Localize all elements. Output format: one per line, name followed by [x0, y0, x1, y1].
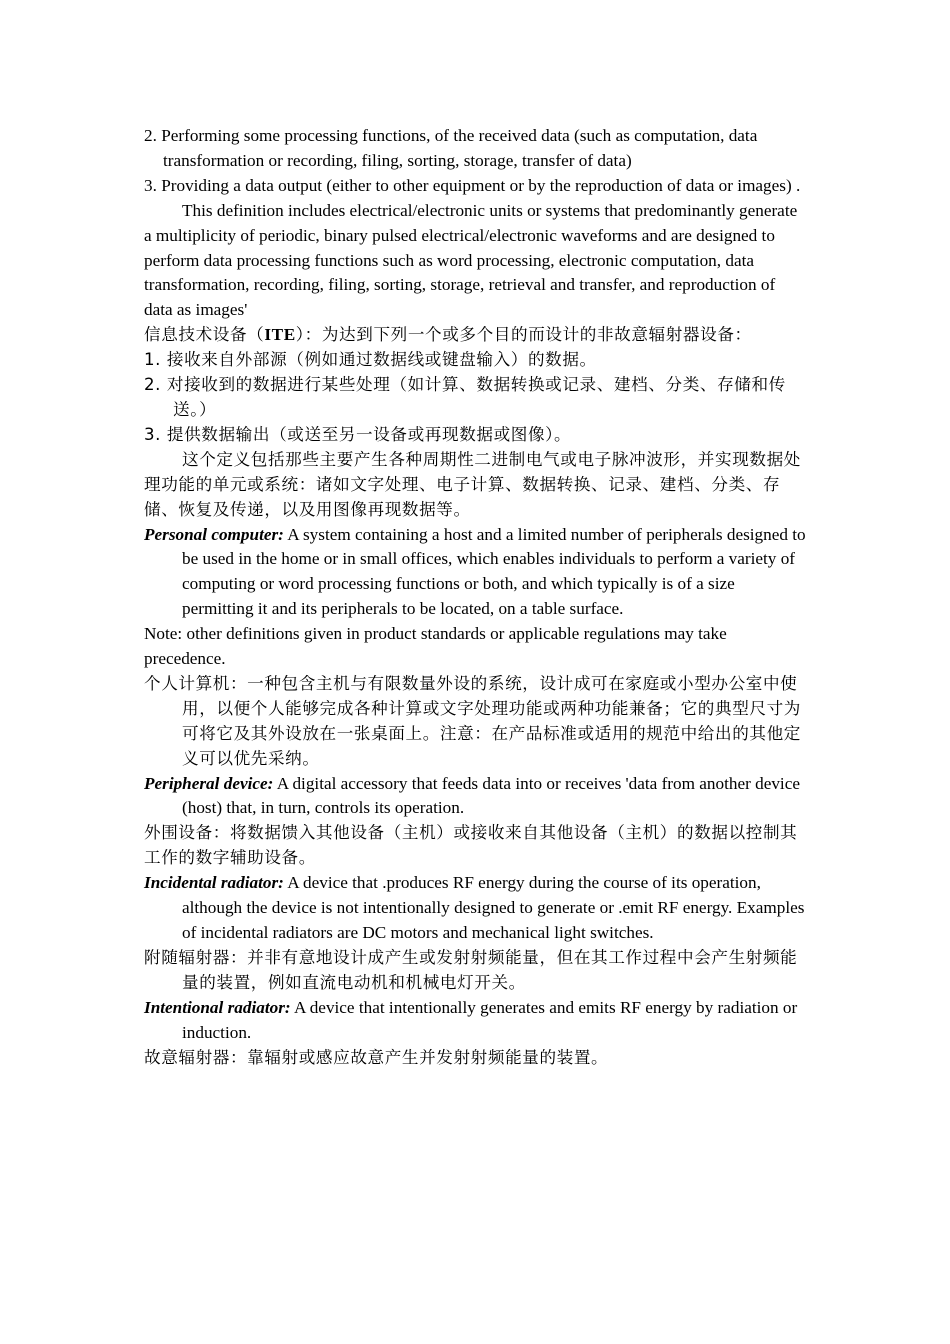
incidental-radiator-definition [144, 871, 808, 946]
peripheral-device-text: A digital accessory that feeds data into or receives 'data from another device (host) that, in turn, controls its operation. [182, 773, 800, 818]
peripheral-device-zh: 外围设备：将数据馈入其他设备（主机）或接收来自其他设备（主机）的数据以控制其工作的数字辅助设备。 [144, 823, 798, 868]
list-item-en-2: 2. Performing some processing functions, of the received data (such as computation, data transformation or recording, filing, sorting, storage, transfer of data) [144, 126, 758, 170]
incidental-radiator-term: Incidental radiator: [144, 873, 284, 893]
intentional-radiator-definition [144, 996, 808, 1046]
peripheral-device-definition [144, 772, 808, 822]
ite-heading-suffix: ）：为达到下列一个或多个目的而设计的非故意辐射器设备： [295, 325, 752, 345]
list-item-en-3: 3. Providing a data output (either to other equipment or by the reproduction of data or images) . [144, 175, 801, 195]
list-item-zh-3: 3. 提供数据输出（或送至另一设备或再现数据或图像）。 [144, 424, 572, 444]
personal-computer-definition [144, 523, 808, 623]
document-page [144, 124, 808, 1070]
personal-computer-term: Personal computer: [144, 524, 284, 544]
incidental-radiator-text: A device that .produces RF energy during the course of its operation, although the device is not intentionally designed to generate or .emit RF energy. Examples of incidental radiators are DC motors and mechanical light switches. [182, 873, 805, 942]
ite-heading-zh [144, 323, 808, 348]
ite-abbreviation: ITE [264, 325, 296, 345]
ite-heading-prefix: 信息技术设备（ [144, 325, 265, 345]
personal-computer-zh: 个人计算机：一种包含主机与有限数量外设的系统，设计成可在家庭或小型办公室中使用，以便个人能够完成各种计算或文字处理功能或两种功能兼备；它的典型尺寸为可将它及其外设放在一张桌面上。注意：在产品标准或适用的规范中给出的其他定义可以优先采纳。 [144, 673, 801, 768]
list-item-zh-2: 2. 对接收到的数据进行某些处理（如计算、数据转换或记录、建档、分类、存储和传送。） [144, 375, 786, 419]
intentional-radiator-text: A device that intentionally generates and emits RF energy by radiation or induction. [182, 997, 798, 1042]
peripheral-device-term: Peripheral device: [144, 773, 274, 793]
personal-computer-note: Note: other definitions given in product standards or applicable regulations may take precedence. [144, 624, 727, 669]
intentional-radiator-zh: 故意辐射器：靠辐射或感应故意产生并发射射频能量的装置。 [144, 1047, 609, 1067]
intentional-radiator-term: Intentional radiator: [144, 997, 291, 1017]
personal-computer-text: A system containing a host and a limited number of peripherals designed to be used in the home or in small offices, which enables individuals to perform a variety of computing or word processing functions or both, and which typically is of a size permitting it and its peripherals to be located, on a table surface. [182, 524, 806, 619]
definition-paragraph-zh: 这个定义包括那些主要产生各种周期性二进制电气或电子脉冲波形，并实现数据处理功能的单元或系统：诸如文字处理、电子计算、数据转换、记录、建档、分类、存储、恢复及传递，以及用图像再现数据等。 [144, 449, 801, 519]
definition-paragraph-en: This definition includes electrical/electronic units or systems that predominantly generate a multiplicity of periodic, binary pulsed electrical/electronic waveforms and are designed to perform data processing functions such as word processing, electronic computation, data transformation, recording, filing, sorting, storage, retrieval and transfer, and reproduction of data as images' [144, 200, 798, 320]
incidental-radiator-zh: 附随辐射器：并非有意地设计成产生或发射射频能量，但在其工作过程中会产生射频能量的装置，例如直流电动机和机械电灯开关。 [144, 947, 798, 992]
list-item-zh-1: 1. 接收来自外部源（例如通过数据线或键盘输入）的数据。 [144, 350, 597, 370]
